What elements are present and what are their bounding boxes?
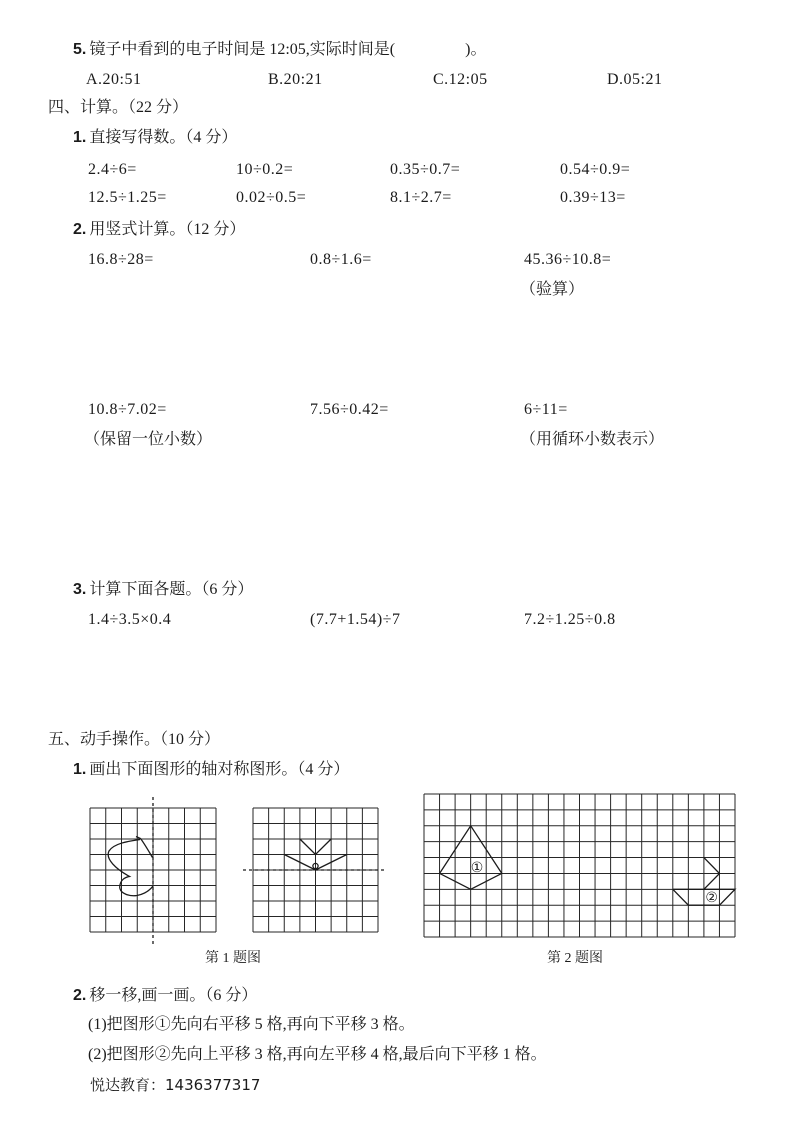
section-heading-hands-on: 五、动手操作。（10 分） <box>48 731 221 748</box>
part-title <box>73 580 253 600</box>
oral-calc-item: 2.4÷6= <box>88 161 137 178</box>
part-title-text: 计算下面各题。（6 分） <box>89 581 254 598</box>
option-c[interactable]: C.12:05 <box>433 71 488 88</box>
item-note: （保留一位小数） <box>84 431 213 448</box>
question-5 <box>73 40 486 60</box>
part-title-text: 用竖式计算。（12 分） <box>89 221 246 238</box>
question-number: 5. <box>73 41 87 58</box>
mixed-calc-item: 1.4÷3.5×0.4 <box>88 611 172 628</box>
part-number: 1. <box>73 761 87 778</box>
section-heading-calc: 四、计算。（22 分） <box>48 99 189 116</box>
part-title <box>73 760 349 780</box>
oral-calc-item: 0.54÷0.9= <box>560 161 631 178</box>
vertical-calc-item: 7.56÷0.42= <box>310 401 389 418</box>
mixed-calc-item: 7.2÷1.25÷0.8 <box>524 611 616 628</box>
figure-2-caption: 第 2 题图 <box>547 951 603 966</box>
option-d[interactable]: D.05:21 <box>607 71 663 88</box>
footer-contact: 悦达教育：1436377317 <box>90 1076 261 1094</box>
mixed-calc-item: (7.7+1.54)÷7 <box>310 611 401 628</box>
shape-1-label: ① <box>470 860 484 876</box>
part-number: 2. <box>73 221 87 238</box>
shape-2-label: ② <box>705 890 718 906</box>
oral-calc-item: 8.1÷2.7= <box>390 189 452 206</box>
oral-calc-item: 10÷0.2= <box>236 161 294 178</box>
vertical-calc-item: 6÷11= <box>524 401 568 418</box>
oral-calc-item: 0.02÷0.5= <box>236 189 307 206</box>
option-b[interactable]: B.20:21 <box>268 71 323 88</box>
vertical-calc-item: 0.8÷1.6= <box>310 251 372 268</box>
part-number: 1. <box>73 129 87 146</box>
part-title <box>73 220 245 240</box>
vertical-calc-item: 45.36÷10.8= <box>524 251 612 268</box>
oral-calc-item: 0.35÷0.7= <box>390 161 461 178</box>
figure-1-caption: 第 1 题图 <box>205 951 261 966</box>
part-number: 3. <box>73 581 87 598</box>
part-title-text: 移一移,画一画。（6 分） <box>89 987 258 1004</box>
part-title <box>73 986 257 1006</box>
part-title <box>73 128 237 148</box>
oral-calc-item: 12.5÷1.25= <box>88 189 167 206</box>
oral-calc-item: 0.39÷13= <box>560 189 626 206</box>
item-note: （用循环小数表示） <box>520 431 665 448</box>
part-number: 2. <box>73 987 87 1004</box>
question-stem-end: )。 <box>465 41 487 58</box>
vertical-calc-item: 16.8÷28= <box>88 251 154 268</box>
half-heart-shape <box>108 837 153 896</box>
translation-step: (2)把图形②先向上平移 3 格,再向左平移 4 格,最后向下平移 1 格。 <box>88 1046 547 1063</box>
part-title-text: 直接写得数。（4 分） <box>89 129 238 146</box>
figures <box>0 780 794 950</box>
question-stem: 镜子中看到的电子时间是 12:05,实际时间是( <box>89 41 396 58</box>
option-a[interactable]: A.20:51 <box>86 71 142 88</box>
translation-step: (1)把图形①先向右平移 5 格,再向下平移 3 格。 <box>88 1016 415 1033</box>
vertical-calc-item: 10.8÷7.02= <box>88 401 167 418</box>
part-title-text: 画出下面图形的轴对称图形。（4 分） <box>89 761 350 778</box>
item-note: （验算） <box>520 281 585 298</box>
